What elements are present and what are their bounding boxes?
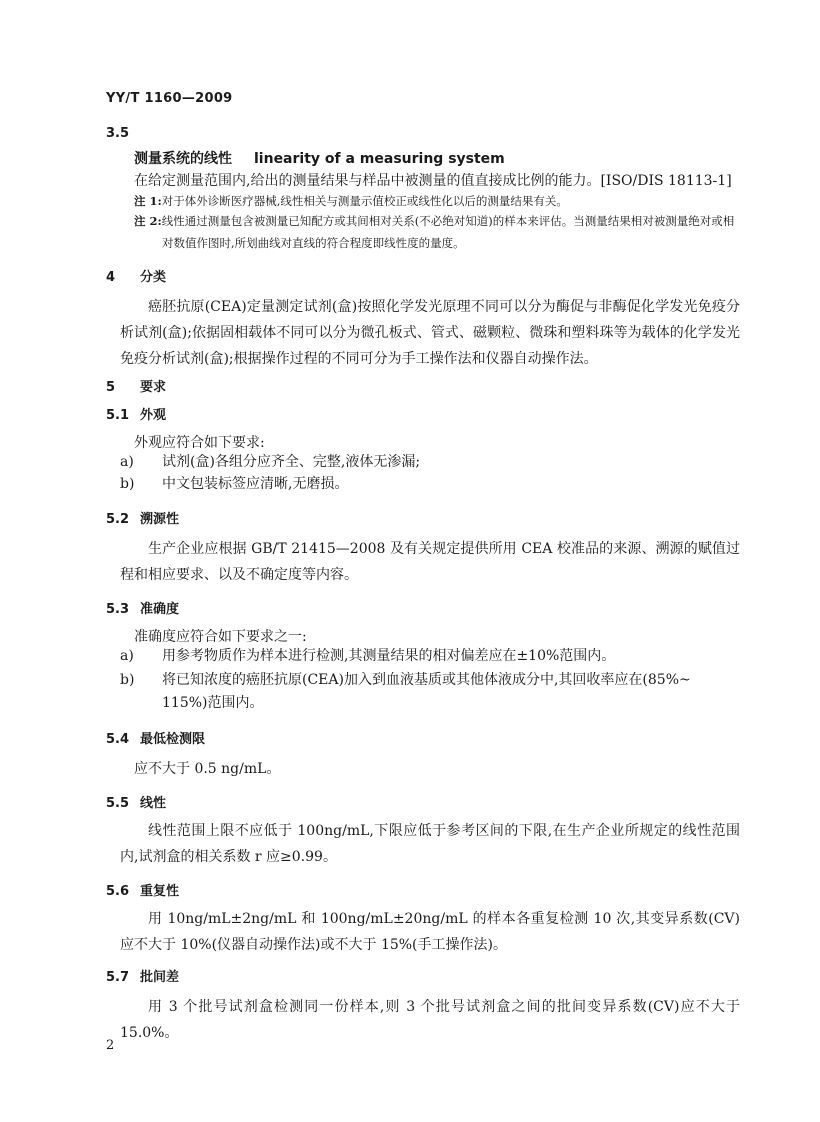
page-number: 2 xyxy=(106,1038,115,1053)
term-english: linearity of a measuring system xyxy=(254,151,505,167)
section-number: 5.2 xyxy=(106,512,130,527)
list-item-text: 将已知浓度的癌胚抗原(CEA)加入到血液基质或其他体液成分中,其回收率应在(85%~ xyxy=(162,672,691,688)
section-title: 溯源性 xyxy=(140,512,180,527)
list-marker: b) xyxy=(120,476,135,492)
list-item xyxy=(120,644,740,668)
section-number: 5.4 xyxy=(106,732,130,747)
section-5-4-text: 应不大于 0.5 ng/mL。 xyxy=(134,761,281,777)
list-item xyxy=(120,450,740,474)
section-number: 5 xyxy=(106,380,116,395)
list-marker: a) xyxy=(120,454,134,470)
section-5-6-heading xyxy=(106,880,179,899)
section-3-5-number xyxy=(106,126,129,141)
note-2-label: 注 2: xyxy=(134,214,162,228)
section-title: 外观 xyxy=(140,408,167,423)
section-5-1-heading xyxy=(106,404,166,423)
list-marker: a) xyxy=(120,648,134,664)
term-definition: 在给定测量范围内,给出的测量结果与样品中被测量的值直接成比例的能力。[ISO/DIS 18113-1] xyxy=(134,173,732,189)
section-number: 4 xyxy=(106,270,116,285)
section-number: 5.5 xyxy=(106,796,130,811)
list-item-text: 中文包装标签应清晰,无磨损。 xyxy=(162,476,349,492)
section-4-text: 癌胚抗原(CEA)定量测定试剂(盒)按照化学发光原理不同可以分为酶促与非酶促化学发光免疫分析试剂(盒);依据固相载体不同可以分为微孔板式、管式、磁颗粒、微珠和塑料珠等为载体的化学发光免疫分析试剂(盒);根据操作过程的不同可分为手工操作法和仪器自动操作法。 xyxy=(120,299,740,367)
note-1-text: 对于体外诊断医疗器械,线性相关与测量示值校正或线性化以后的测量结果有关。 xyxy=(161,194,568,208)
section-title: 最低检测限 xyxy=(140,732,206,747)
section-5-2-text: 生产企业应根据 GB/T 21415—2008 及有关规定提供所用 CEA 校准品的来源、溯源的赋值过程和相应要求、以及不确定度等内容。 xyxy=(120,541,740,583)
section-4-heading xyxy=(106,266,166,285)
section-5-7-text: 用 3 个批号试剂盒检测同一份样本,则 3 个批号试剂盒之间的批间变异系数(CV)应不大于 15.0%。 xyxy=(120,999,740,1041)
section-number: 5.6 xyxy=(106,884,130,899)
section-title: 重复性 xyxy=(140,884,180,899)
section-number: 5.1 xyxy=(106,408,130,423)
section-title: 准确度 xyxy=(140,602,180,617)
section-5-2-heading xyxy=(106,508,179,527)
section-5-3-intro: 准确度应符合如下要求之一: xyxy=(134,629,307,645)
section-5-3-heading xyxy=(106,598,179,617)
section-title: 要求 xyxy=(140,380,167,395)
term-heading xyxy=(134,148,505,168)
section-number: 5.3 xyxy=(106,602,130,617)
section-5-5-text: 线性范围上限不应低于 100ng/mL,下限应低于参考区间的下限,在生产企业所规定的线性范围内,试剂盒的相关系数 r 应≥0.99。 xyxy=(120,823,740,865)
list-item xyxy=(120,472,740,496)
section-5-6-text: 用 10ng/mL±2ng/mL 和 100ng/mL±20ng/mL 的样本各重复检测 10 次,其变异系数(CV)应不大于 10%(仪器自动操作法)或不大于 15%(手工操作法)。 xyxy=(120,911,740,953)
note-1 xyxy=(134,190,740,212)
section-title: 分类 xyxy=(140,270,167,285)
section-5-1-intro: 外观应符合如下要求: xyxy=(134,435,265,451)
section-5-5-heading xyxy=(106,792,166,811)
note-2-text: 线性通过测量包含被测量已知配方或其间相对关系(不必绝对知道)的样本来评估。当测量结果相对被测量绝对或相对数值作图时,所划曲线对直线的符合程度即线性度的量度。 xyxy=(161,214,735,250)
section-5-4-heading xyxy=(106,728,205,747)
note-2 xyxy=(134,210,740,254)
standard-header: YY/T 1160—2009 xyxy=(106,91,233,106)
list-item-text: 试剂(盒)各组分应齐全、完整,液体无渗漏; xyxy=(162,454,421,470)
list-item xyxy=(120,668,740,692)
section-number: 3.5 xyxy=(106,126,130,141)
list-item-text: 用参考物质作为样本进行检测,其测量结果的相对偏差应在±10%范围内。 xyxy=(162,648,616,664)
section-5-heading xyxy=(106,376,166,395)
section-5-7-heading xyxy=(106,966,179,985)
list-marker: b) xyxy=(120,672,135,688)
section-title: 批间差 xyxy=(140,970,180,985)
section-number: 5.7 xyxy=(106,970,130,985)
note-1-label: 注 1: xyxy=(134,194,162,208)
list-item-continuation: 115%)范围内。 xyxy=(162,695,264,711)
section-title: 线性 xyxy=(140,796,167,811)
term-chinese: 测量系统的线性 xyxy=(134,151,232,167)
